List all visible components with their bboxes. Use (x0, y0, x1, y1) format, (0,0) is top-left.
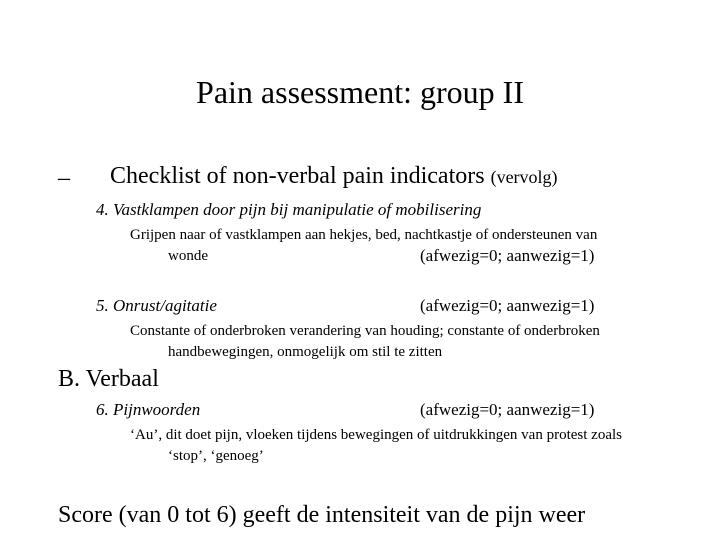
item-5-description-line1: Constante of onderbroken verandering van houding; constante of onderbroken (130, 323, 600, 339)
item-6-label: 6. Pijnwoorden (96, 400, 201, 419)
item-6-description-line1: ‘Au’, dit doet pijn, vloeken tijdens bewegingen of uitdrukkingen van protest zoals (130, 427, 622, 443)
slide-title: Pain assessment: group II (196, 74, 524, 110)
item-4-score: (afwezig=0; aanwezig=1) (420, 246, 595, 265)
item-4-description-line1: Grijpen naar of vastklampen aan hekjes, bed, nachtkastje of ondersteunen van (130, 227, 598, 243)
item-5-label: 5. Onrust/agitatie (96, 296, 217, 315)
checklist-heading (110, 163, 558, 190)
checklist-heading-note: (vervolg) (490, 167, 558, 187)
item-5-description-line2: handbewegingen, onmogelijk om stil te zitten (168, 344, 443, 360)
item-6-score: (afwezig=0; aanwezig=1) (420, 400, 595, 419)
item-4-label: 4. Vastklampen door pijn bij manipulatie of mobilisering (96, 200, 482, 219)
score-summary: Score (van 0 tot 6) geeft de intensiteit van de pijn weer (58, 502, 586, 528)
section-b-heading: B. Verbaal (58, 366, 159, 392)
bullet-dash: – (58, 165, 70, 191)
item-6-description-line2: ‘stop’, ‘genoeg’ (168, 448, 264, 464)
item-5-score: (afwezig=0; aanwezig=1) (420, 296, 595, 315)
checklist-heading-text: Checklist of non-verbal pain indicators (110, 163, 485, 189)
item-4-description-line2: wonde (168, 248, 208, 264)
